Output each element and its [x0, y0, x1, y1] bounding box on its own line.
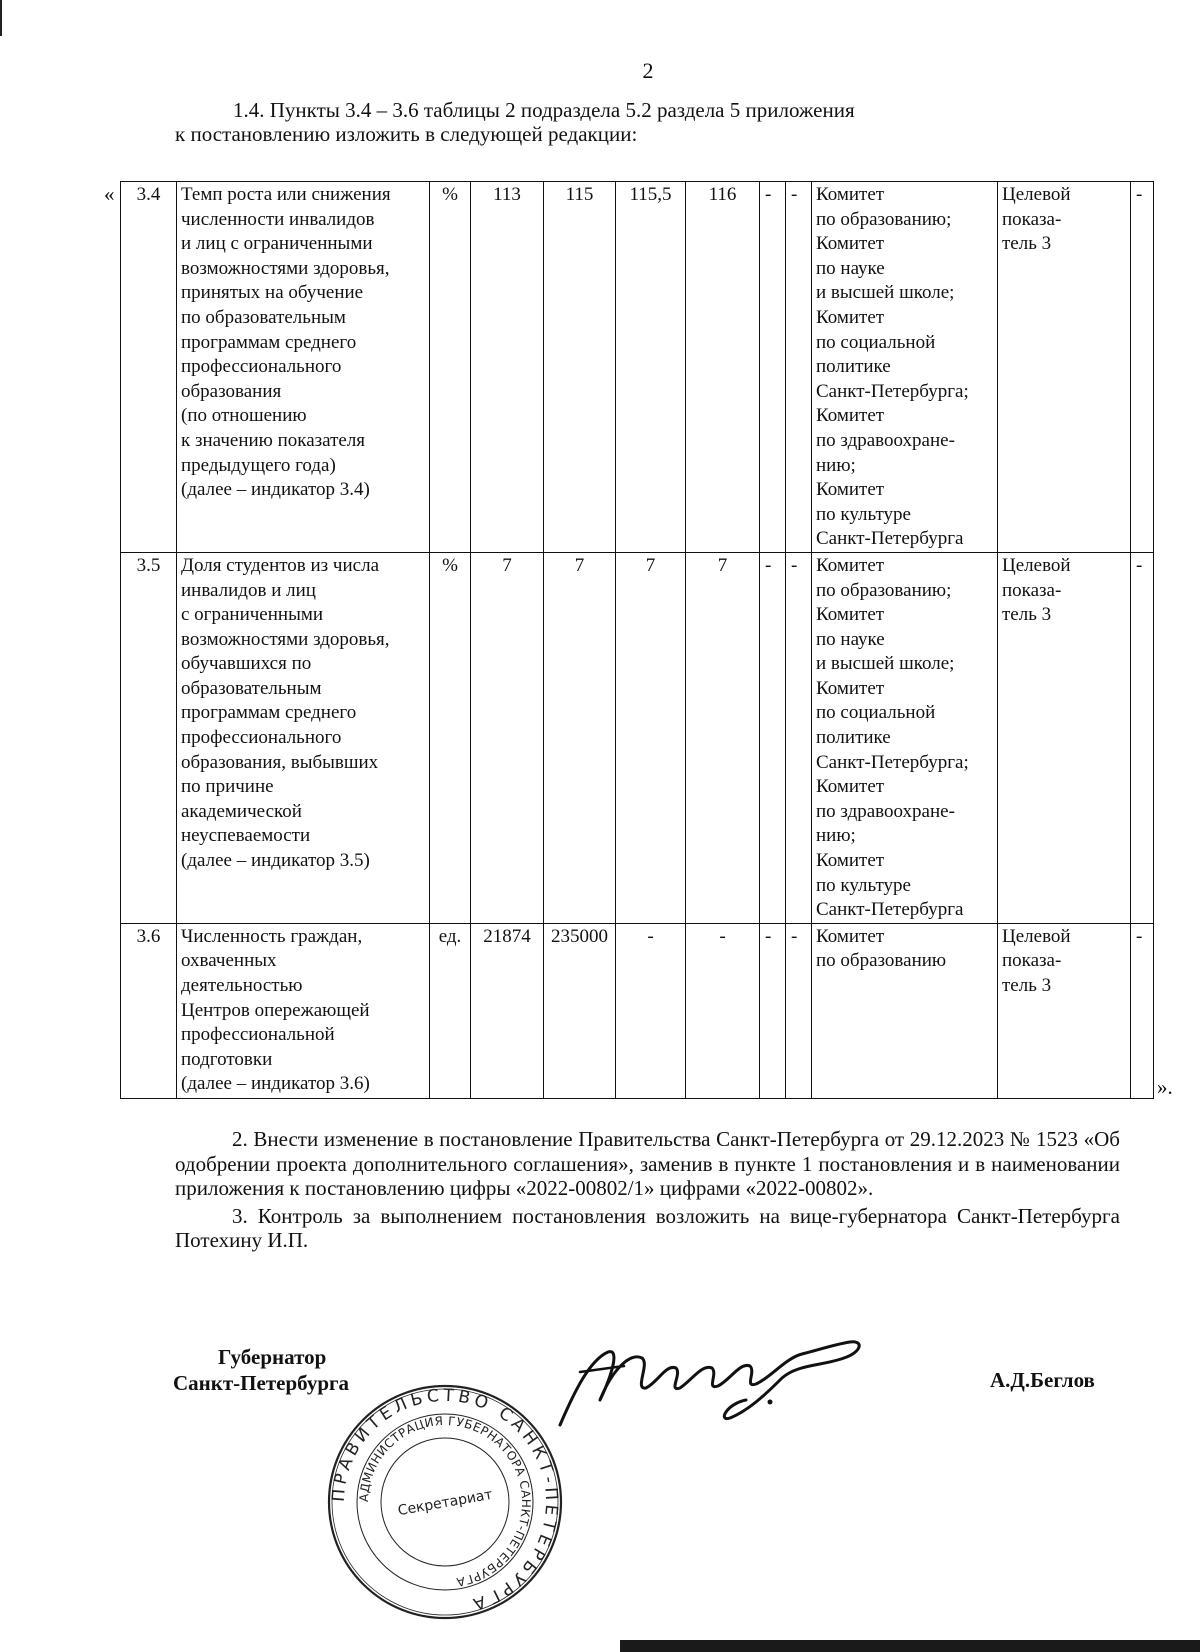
indicator-name-line: образования	[181, 380, 282, 402]
unit-cell: ед.	[430, 923, 471, 1098]
executor-line: по здравоохране-	[816, 800, 955, 822]
executor-line: по науке	[816, 257, 885, 279]
executor-line: Комитет	[816, 405, 885, 427]
indicator-name-line: по причине	[181, 776, 274, 798]
indicator-name-line: численности инвалидов	[181, 208, 375, 230]
unit-cell: %	[430, 182, 471, 553]
indicator-name-line: инвалидов и лиц	[181, 579, 316, 601]
indicator-name-line: профессионального	[181, 727, 342, 749]
executor-line: по социальной	[816, 331, 936, 353]
value-cell: 115	[544, 182, 616, 553]
value-cell: 21874	[471, 923, 544, 1098]
indicator-number: 3.4	[121, 182, 177, 553]
value-cell: 235000	[544, 923, 616, 1098]
table-row	[121, 552, 1154, 923]
executor-line: нию;	[816, 825, 856, 847]
executor-line: Комитет	[816, 925, 885, 947]
executor-line: политике	[816, 356, 891, 378]
executor-line: по образованию	[816, 950, 947, 972]
executor-line: Санкт-Петербурга	[816, 528, 964, 550]
target-line: показа-	[1002, 208, 1062, 230]
intro-paragraph	[175, 98, 1120, 146]
indicator-name-line: по образовательным	[181, 306, 346, 328]
indicator-name-line: возможностями здоровья,	[181, 628, 390, 650]
value-cell: -	[686, 923, 760, 1098]
target-line: Целевой	[1002, 925, 1071, 947]
executor-line: по социальной	[816, 702, 936, 724]
table-row	[121, 923, 1154, 1098]
indicator-name-line: академической	[181, 800, 302, 822]
empty-value-cell: -	[760, 552, 786, 923]
value-cell: 113	[471, 182, 544, 553]
handwritten-signature	[550, 1330, 890, 1440]
page-number: 2	[642, 58, 654, 83]
executor-line: Санкт-Петербурга;	[816, 380, 969, 402]
indicator-number: 3.6	[121, 923, 177, 1098]
executor-line: нию;	[816, 454, 856, 476]
indicator-name-line: к значению показателя	[181, 429, 366, 451]
indicator-name-line: Численность граждан,	[181, 925, 363, 947]
signatory-name: А.Д.Беглов	[990, 1368, 1095, 1392]
indicator-name-line: профессиональной	[181, 1024, 335, 1046]
empty-value-cell: -	[760, 182, 786, 553]
target-line: тель 3	[1002, 233, 1052, 255]
executor-line: политике	[816, 727, 891, 749]
indicator-name-line: обучавшихся по	[181, 653, 312, 675]
executor-line: по культуре	[816, 503, 911, 525]
indicator-name-line: (далее – индикатор 3.5)	[181, 850, 370, 872]
signatory-title-line-2: Санкт-Петербурга	[173, 1371, 350, 1395]
executor-line: и высшей школе;	[816, 282, 955, 304]
indicator-number: 3.5	[121, 552, 177, 923]
empty-value-cell: -	[786, 182, 812, 553]
value-cell: 7	[616, 552, 686, 923]
table-body	[121, 182, 1154, 1099]
executor-line: и высшей школе;	[816, 653, 955, 675]
scan-bottom-bar	[620, 1640, 1200, 1652]
executor-line: Комитет	[816, 850, 885, 872]
amendment-table	[120, 181, 1154, 1099]
indicator-name-line: с ограниченными	[181, 604, 324, 626]
executor-line: по здравоохране-	[816, 429, 955, 451]
indicator-name-line: (по отношению	[181, 405, 307, 427]
executor-cell	[812, 182, 998, 553]
seal-center-text: Секретариат	[396, 1486, 494, 1520]
last-cell: -	[1131, 552, 1154, 923]
executor-line: Комитет	[816, 677, 885, 699]
indicator-name-line: охваченных	[181, 950, 277, 972]
target-line: тель 3	[1002, 604, 1052, 626]
executor-line: Комитет	[816, 554, 885, 576]
seal-outer-text: ПРАВИТЕЛЬСТВО САНКТ-ПЕТЕРБУРГА	[328, 1385, 562, 1615]
close-quote: ».	[1157, 1075, 1173, 1099]
value-cell: 7	[686, 552, 760, 923]
executor-line: Комитет	[816, 604, 885, 626]
indicator-name-line: (далее – индикатор 3.6)	[181, 1073, 370, 1095]
paragraph-3: 3. Контроль за выполнением постановления возложить на вице-губернатора Санкт-Петербурга Потехину И.П.	[175, 1203, 1120, 1252]
paragraph-2: 2. Внести изменение в постановление Правительства Санкт-Петербурга от 29.12.2023 № 1523 «Об одобрении проекта дополнительного соглашения», заменив в пункте 1 постановления и в наименовании приложения к постановлению цифры «2022-00802/1» цифрами «2022-00802».	[175, 1127, 1120, 1200]
empty-value-cell: -	[760, 923, 786, 1098]
indicator-name-line: деятельностью	[181, 975, 303, 996]
executor-line: Санкт-Петербурга	[816, 899, 964, 921]
indicator-name-line: неуспеваемости	[181, 825, 311, 847]
executor-line: по образованию;	[816, 579, 952, 601]
target-cell	[998, 552, 1131, 923]
indicator-name	[177, 182, 430, 553]
empty-value-cell: -	[786, 923, 812, 1098]
indicator-name-line: принятых на обучение	[181, 282, 364, 304]
target-line: показа-	[1002, 579, 1062, 601]
executor-line: Комитет	[816, 776, 885, 798]
last-cell: -	[1131, 182, 1154, 553]
target-line: Целевой	[1002, 184, 1071, 205]
target-line: Целевой	[1002, 554, 1071, 576]
executor-line: Комитет	[816, 479, 885, 501]
target-cell	[998, 923, 1131, 1098]
indicator-name-line: Доля студентов из числа	[181, 554, 380, 576]
value-cell: 116	[686, 182, 760, 553]
indicator-name-line: предыдущего года)	[181, 454, 336, 476]
executor-line: Комитет	[816, 233, 885, 255]
intro-line-1: 1.4. Пункты 3.4 – 3.6 таблицы 2 подраздела 5.2 раздела 5 приложения	[233, 98, 855, 122]
value-cell: 7	[471, 552, 544, 923]
unit-cell: %	[430, 552, 471, 923]
empty-value-cell: -	[786, 552, 812, 923]
indicator-name-line: Центров опережающей	[181, 999, 370, 1021]
executor-line: по культуре	[816, 874, 911, 896]
seal-inner-text: АДМИНИСТРАЦИЯ ГУБЕРНАТОРА САНКТ-ПЕТЕРБУРГА	[356, 1413, 534, 1590]
body-text	[175, 1127, 1120, 1253]
indicator-name-line: образовательным	[181, 677, 322, 699]
indicator-name	[177, 552, 430, 923]
value-cell: -	[616, 923, 686, 1098]
indicator-name-line: программам среднего	[181, 702, 357, 724]
target-line: показа-	[1002, 950, 1062, 972]
executor-line: Комитет	[816, 184, 885, 205]
open-quote: «	[104, 182, 115, 206]
executor-cell	[812, 923, 998, 1098]
indicator-name-line: профессионального	[181, 356, 342, 378]
intro-line-2: к постановлению изложить в следующей редакции:	[175, 122, 638, 146]
scan-edge-mark	[0, 0, 2, 36]
indicator-name-line: возможностями здоровья,	[181, 257, 390, 279]
executor-line: Санкт-Петербурга;	[816, 751, 969, 773]
table-row	[121, 182, 1154, 553]
executor-line: Комитет	[816, 306, 885, 328]
executor-cell	[812, 552, 998, 923]
value-cell: 7	[544, 552, 616, 923]
official-seal	[325, 1382, 565, 1622]
indicator-name-line: Темп роста или снижения	[181, 184, 391, 205]
indicator-name	[177, 923, 430, 1098]
target-cell	[998, 182, 1131, 553]
indicator-name-line: подготовки	[181, 1048, 273, 1070]
executor-line: по образованию;	[816, 208, 952, 230]
indicator-name-line: (далее – индикатор 3.4)	[181, 479, 370, 501]
executor-line: по науке	[816, 628, 885, 650]
target-line: тель 3	[1002, 975, 1052, 996]
signatory-title	[173, 1344, 349, 1396]
indicator-name-line: образования, выбывших	[181, 751, 379, 773]
signatory-title-line-1: Губернатор	[218, 1345, 327, 1369]
indicator-name-line: программам среднего	[181, 331, 357, 353]
last-cell: -	[1131, 923, 1154, 1098]
indicator-name-line: и лиц с ограниченными	[181, 233, 373, 255]
value-cell: 115,5	[616, 182, 686, 553]
